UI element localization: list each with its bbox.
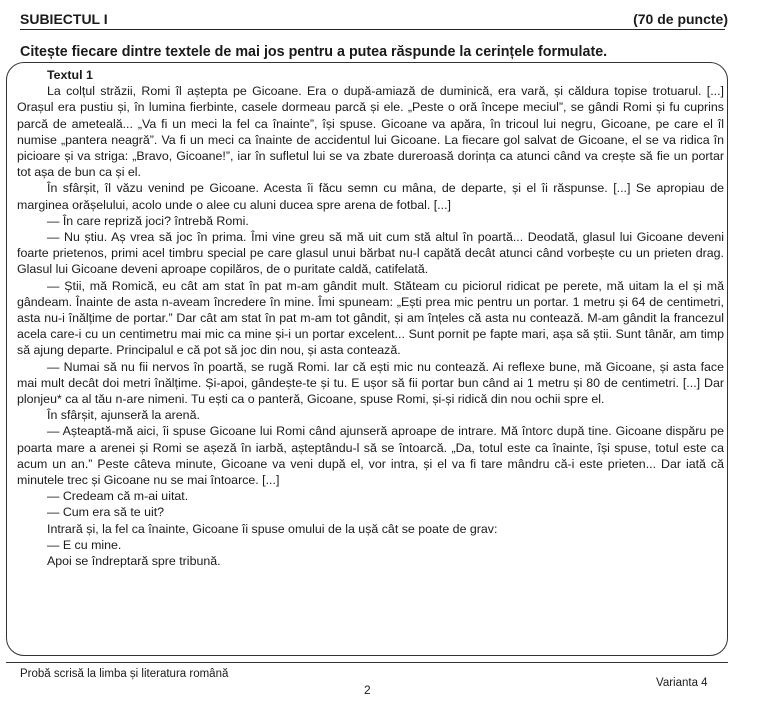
subject-points: (70 de puncte) (633, 11, 728, 27)
footer-divider (6, 662, 728, 663)
paragraph: — Cum era să te uit? (47, 505, 165, 520)
footer-exam-name: Probă scrisă la limba și literatura română (20, 668, 229, 680)
header-divider (20, 29, 725, 30)
page-number: 2 (364, 683, 371, 697)
paragraph: În sfârșit, îl văzu venind pe Gicoane. Acesta îi făcu semn cu mâna, de departe, și el îi răspunse. [...] Se apropiau de marginea orășelului, acolo unde o alee cu aluni ducea spre arena de fotbal. [...] (17, 181, 724, 212)
text-1-title: Textul 1 (47, 68, 93, 82)
paragraph: — E cu mine. (47, 537, 122, 552)
paragraph: — Credeam că m-ai uitat. (47, 489, 189, 504)
text-1-body (17, 67, 724, 569)
footer-variant: Varianta 4 (656, 677, 708, 689)
paragraph: Apoi se îndreptară spre tribună. (47, 554, 221, 569)
paragraph: — Nu știu. Aș vrea să joc în prima. Îmi vine greu să mă uit cum stă altul în poartă... Deodată, glasul lui Gicoane deveni foarte prietenos, primi acel timbru special pe care glasul unui bărbat nu-l capătă decât atunci când vorbește cu un prieten drag. Glasul lui Gicoane deveni aproape copilăros, de o puritate caldă, catifelată. (17, 230, 724, 277)
paragraph: Intrară și, la fel ca înainte, Gicoane îi spuse omului de la ușă cât se poate de grav: (47, 521, 498, 536)
instruction-text: Citește fiecare dintre textele de mai jos pentru a putea răspunde la cerințele formulate. (20, 44, 608, 60)
subject-title: SUBIECTUL I (20, 11, 108, 27)
paragraph: — Numai să nu fii nervos în poartă, se rugă Romi. Iar că ești mic nu contează. Ai reflexe bune, mă Gicoane, și asta face mai mult decât doi metri înălțime. Și-apoi, gândește-te și tu. E ușor să fii portar bun când ai 1 metru și 80 de centimetri. [...] Dar plonjeu* ca al tău n-are nimeni. Tu ești ca o panteră, Gicoane, spuse Romi, și-și ridică din nou ochii spre el. (17, 359, 724, 407)
paragraph: În sfârșit, ajunseră la arenă. (47, 408, 200, 423)
paragraph: — Știi, mă Romică, eu cât am stat în pat m-am gândit mult. Stăteam cu piciorul ridicat pe perete, mă uitam la el și mă gândeam. Înainte de asta n-aveam încredere în mine. Îmi spuneam: „Ești prea mic pentru un portar. 1 metru și 64 de centimetri, asta nu-i înălțime de portar.” Dar cât am stat în pat m-am tot gândit, și am înțeles că asta nu contează. M-am gândit la francezul acela care-i cu un centimetru mai mic ca mine și-i un portar excelent... Sunt pornit pe fapte mari, așa să știi. Sunt tânăr, am timp să ajung departe. Principalul e că pot să joc din nou, și asta contează. (17, 278, 724, 358)
paragraph: — În care repriză joci? întrebă Romi. (47, 213, 249, 228)
paragraph: — Așteaptă-mă aici, îi spuse Gicoane lui Romi când ajunseră aproape de intrare. Mă întorc după tine. Gicoane dispăru pe poarta mare a arenei și Romi se așeză în iarbă, așteptându-l să se întoarcă. „Da, totul este ca înainte, își spuse, totul este ca acum un an.” Peste câteva minute, Gicoane va veni după el, vor intra, și el va fi tare mândru că-i este prieten... Dar iată că minutele trec și Gicoane nu se mai întoarce. [...] (17, 424, 724, 488)
paragraph: La colțul străzii, Romi îl aștepta pe Gicoane. Era o după-amiază de duminică, era vară, și căldura topise trotuarul. [...] Orașul era pustiu și, în lumina fierbinte, casele dormeau parcă și ele. „Peste o oră începe meciul”, se gândi Romi și fu cuprins parcă de ameteală... „Va fi un meci la fel ca înainte”, își spuse. Gicoane va apăra, în tricoul lui negru, Gicoane, pe care el îl numise „pantera neagră”. Va fi un meci ca înainte de accidentul lui Gicoane. La fiecare gol salvat de Gicoane, el se va ridica în picioare și va striga: „Bravo, Gicoane!”, iar în sufletul lui se va zbate dureroasă dorința ca atunci când va crește să fie un portar tot așa de bun ca și el. (17, 84, 724, 180)
exam-header (20, 11, 728, 27)
